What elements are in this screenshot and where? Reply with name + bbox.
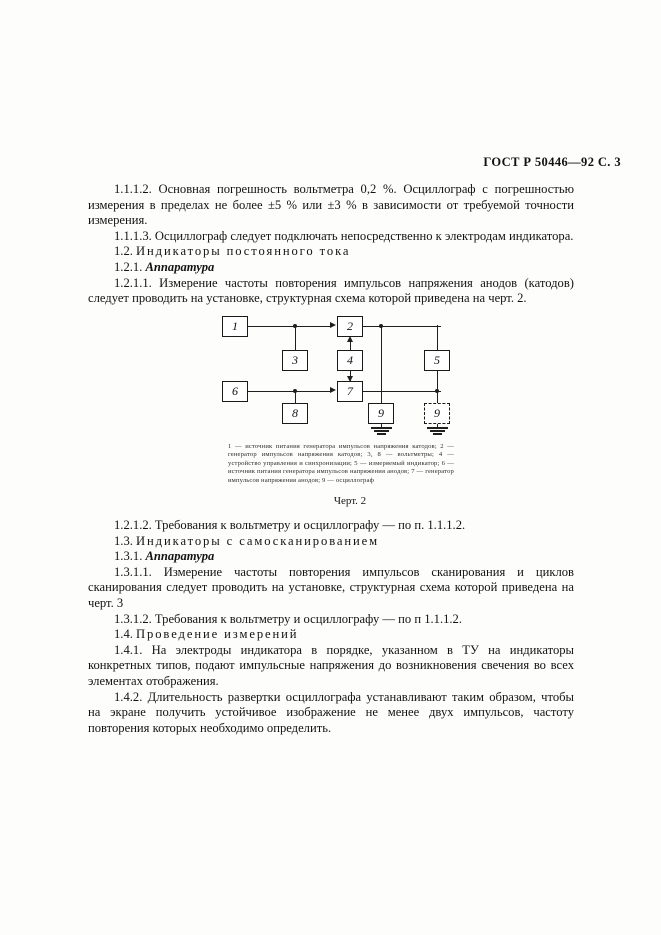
paragraph-1-2-1-2: 1.2.1.2. Требования к вольтметру и осциллографу — по п. 1.1.1.2.: [114, 518, 466, 532]
diagram-block-4: 4: [337, 350, 363, 371]
diagram-block-5: 5: [424, 350, 450, 371]
heading-1-4-number: 1.4.: [114, 627, 137, 642]
arrowhead-into-2: [330, 322, 336, 328]
diagram-block-7: 7: [337, 381, 363, 402]
line-to-oscilloscope-left: [381, 325, 383, 404]
diagram-block-9-left: 9: [368, 403, 394, 424]
diagram-block-1: 1: [222, 316, 248, 337]
paragraph-1-3-1-2: 1.3.1.2. Требования к вольтметру и осциллографу — по п 1.1.1.2.: [114, 611, 463, 626]
diagram-block-3: 3: [282, 350, 308, 371]
figure-caption: 1 — источник питания генератора импульсов напряжения катодов; 2 — генератор импульсов напряжения катодов; 3, 8 — вольтметры; 4 — устройство управления и синхронизации; 5 — измеряемый индикатор; 6 — источник питания генератора импульсов напряжения анодов; 7 — генератор импульсов напряжения анодов; 9 — осциллограф: [228, 443, 454, 484]
ground-bar-2-right: [430, 430, 445, 432]
heading-1-3-1: [88, 549, 574, 565]
diagram-block-9-right: 9: [424, 403, 450, 424]
heading-1-2-1-number: 1.2.1.: [114, 259, 146, 274]
body-text-bottom: [88, 518, 574, 736]
paragraph-1-2-1-1: 1.2.1.1. Измерение частоты повторения импульсов напряжения анодов (катодов) следует проводить на установке, структурная схема которой приведена на черт. 2.: [88, 275, 574, 306]
ground-bar-3-right: [433, 433, 442, 435]
paragraph-1-4-1: 1.4.1. На электроды индикатора в порядке, указанном в ТУ на индикаторы конкретных типов, подают импульсные напряжения до возникновения свечения во всех элементах отображения.: [88, 642, 574, 688]
heading-1-2: [88, 244, 574, 260]
heading-1-2-1-label: Аппаратура: [145, 259, 215, 274]
paragraph-1-3-1-1: 1.3.1.1. Измерение частоты повторения импульсов сканирования и циклов сканирования следует проводить на установке, структурная схема которой приведена на черт. 3: [88, 564, 574, 610]
heading-1-2-number: 1.2.: [114, 244, 137, 259]
ground-bar-2-left: [374, 430, 389, 432]
running-head: ГОСТ Р 50446—92 С. 3: [483, 155, 621, 169]
ground-stem-right: [437, 424, 439, 428]
heading-1-2-1: [88, 260, 574, 276]
line-2-output: [363, 326, 441, 328]
line-1-to-2: [248, 326, 331, 328]
body-text-top: [88, 182, 574, 307]
paragraph-1-4-2: 1.4.2. Длительность развертки осциллографа устанавливают таким образом, чтобы на экране получить устойчивое изображение не менее двух импульсов, частоту повторения которых необходимо определить.: [88, 689, 574, 735]
line-junction-to-8: [295, 390, 297, 404]
line-junction-to-3: [295, 325, 297, 350]
paragraph-1-1-1-3: 1.1.1.3. Осциллограф следует подключать непосредственно к электродам индикатора.: [114, 228, 574, 243]
block-diagram: [205, 305, 495, 435]
heading-1-3-label: Индикаторы с самосканированием: [136, 533, 380, 548]
figure-number: Черт. 2: [333, 495, 367, 507]
heading-1-2-label: Индикаторы постоянного тока: [136, 244, 351, 259]
paragraph-1-1-1-2: 1.1.1.2. Основная погрешность вольтметра 0,2 %. Осциллограф с погрешностью измерения в пределах не более ±5 % или ±3 % в зависимости от требуемой точности измерения.: [88, 182, 574, 228]
heading-1-3-1-label: Аппаратура: [145, 549, 215, 564]
diagram-block-6: 6: [222, 381, 248, 402]
diagram-block-2: 2: [337, 316, 363, 337]
heading-1-3: [88, 534, 574, 550]
line-7-output: [363, 391, 441, 393]
ground-bar-3-left: [377, 433, 386, 435]
figure-chert-2: [0, 305, 661, 520]
line-6-to-7: [248, 391, 331, 393]
ground-stem-left: [381, 424, 383, 428]
diagram-block-8: 8: [282, 403, 308, 424]
line-5-bottom: [437, 371, 439, 391]
heading-1-3-number: 1.3.: [114, 533, 137, 548]
heading-1-3-1-number: 1.3.1.: [114, 549, 146, 564]
heading-1-4: [88, 627, 574, 643]
heading-1-4-label: Проведение измерений: [136, 627, 299, 642]
line-5-top: [437, 325, 439, 351]
arrowhead-into-7: [330, 387, 336, 393]
